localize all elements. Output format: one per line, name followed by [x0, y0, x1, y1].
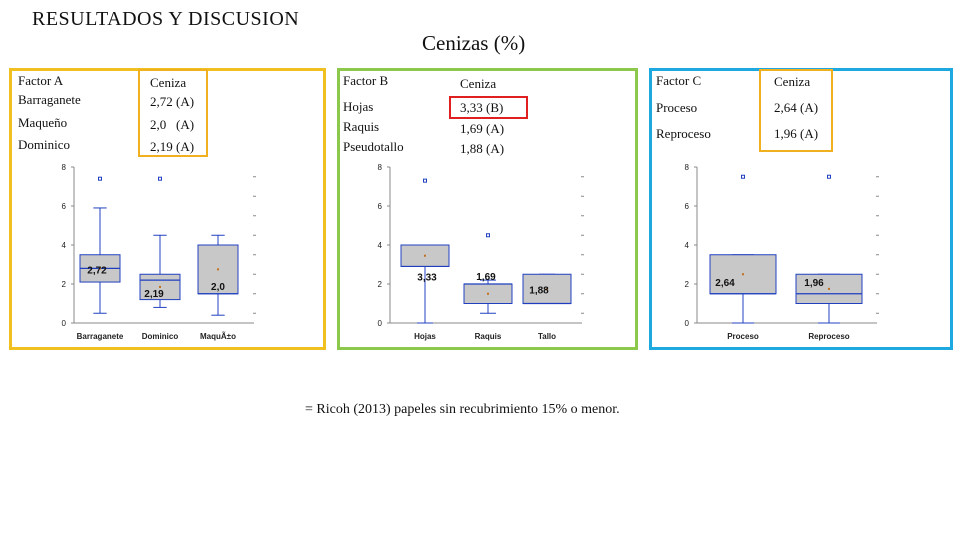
boxplot-factor-c	[677, 161, 927, 346]
value-annotation: 2,19	[144, 289, 164, 301]
y-tick-label: 4	[61, 241, 66, 250]
y-tick-label: 8	[61, 163, 66, 172]
value-cell: 2,0 (A)	[150, 117, 195, 132]
mean-marker	[424, 255, 426, 257]
value-cell: 3,33 (B)	[460, 100, 504, 115]
mean-marker	[742, 273, 744, 275]
value-annotation: 2,0	[211, 281, 225, 293]
level-label: Hojas	[343, 99, 374, 114]
y-tick-label: 4	[377, 241, 382, 250]
value-annotation: 1,69	[476, 272, 496, 283]
footnote: = Ricoh (2013) papeles sin recubrimiento 15% o menor.	[305, 402, 620, 417]
outlier-point	[99, 177, 102, 180]
value-cell: 2,19 (A)	[150, 139, 195, 154]
panel-factor-a	[9, 68, 326, 350]
x-tick-label: Raquis	[474, 332, 502, 341]
y-tick-label: 4	[684, 241, 689, 250]
mean-marker	[217, 268, 219, 270]
mean-marker	[828, 288, 830, 290]
outlier-point	[424, 179, 427, 182]
x-tick-label: Proceso	[727, 332, 759, 341]
level-label: Reproceso	[656, 126, 711, 141]
value-annotation: 1,96	[804, 277, 824, 289]
panel-factor-c	[649, 68, 953, 350]
y-tick-label: 6	[61, 202, 66, 211]
y-tick-label: 6	[684, 202, 689, 211]
value-annotation: 2,64	[715, 277, 735, 289]
y-tick-label: 0	[684, 319, 689, 328]
mean-marker	[159, 286, 161, 288]
outlier-point	[828, 175, 831, 178]
y-tick-label: 0	[377, 319, 382, 328]
y-tick-label: 0	[61, 319, 66, 328]
mean-marker	[487, 293, 489, 295]
factor-label: Factor B	[343, 73, 389, 88]
value-annotation: 1,88	[529, 285, 549, 297]
value-header: Ceniza	[774, 74, 811, 89]
x-tick-label: Hojas	[414, 332, 436, 341]
page-heading: RESULTADOS Y DISCUSION	[32, 8, 300, 30]
x-tick-label: Reproceso	[808, 332, 850, 341]
value-header: Ceniza	[460, 76, 497, 91]
panel-factor-b	[337, 68, 638, 350]
y-tick-label: 2	[377, 280, 382, 289]
factor-label: Factor A	[18, 73, 64, 88]
value-header: Ceniza	[150, 75, 187, 90]
outlier-point	[487, 234, 490, 237]
outlier-point	[159, 177, 162, 180]
value-cell: 2,64 (A)	[774, 100, 819, 115]
value-annotation: 3,33	[417, 272, 437, 284]
level-label: Maqueño	[18, 115, 68, 130]
level-label: Barraganete	[18, 92, 81, 107]
x-tick-label: Dominico	[141, 332, 179, 341]
outlier-point	[742, 175, 745, 178]
value-cell: 1,88 (A)	[460, 141, 505, 156]
value-cell: 2,72 (A)	[150, 94, 195, 109]
value-annotation: 2,72	[87, 265, 107, 277]
level-label: Raquis	[343, 119, 380, 134]
value-cell: 1,69 (A)	[460, 121, 505, 136]
x-tick-label: Barraganete	[76, 332, 124, 341]
x-tick-label: Tallo	[537, 332, 557, 341]
y-tick-label: 2	[61, 280, 66, 289]
y-tick-label: 8	[684, 163, 689, 172]
factor-label: Factor C	[656, 73, 702, 88]
y-tick-label: 6	[377, 202, 382, 211]
boxplot-factor-b	[370, 161, 625, 346]
y-tick-label: 8	[377, 163, 382, 172]
boxplot-factor-a	[42, 161, 272, 346]
value-cell: 1,96 (A)	[774, 126, 819, 141]
x-tick-label: MaquÃ±o	[200, 332, 236, 341]
chart-subtitle: Cenizas (%)	[422, 31, 526, 55]
y-tick-label: 2	[684, 280, 689, 289]
level-label: Pseudotallo	[343, 139, 404, 154]
level-label: Proceso	[656, 100, 698, 115]
level-label: Dominico	[18, 137, 70, 152]
